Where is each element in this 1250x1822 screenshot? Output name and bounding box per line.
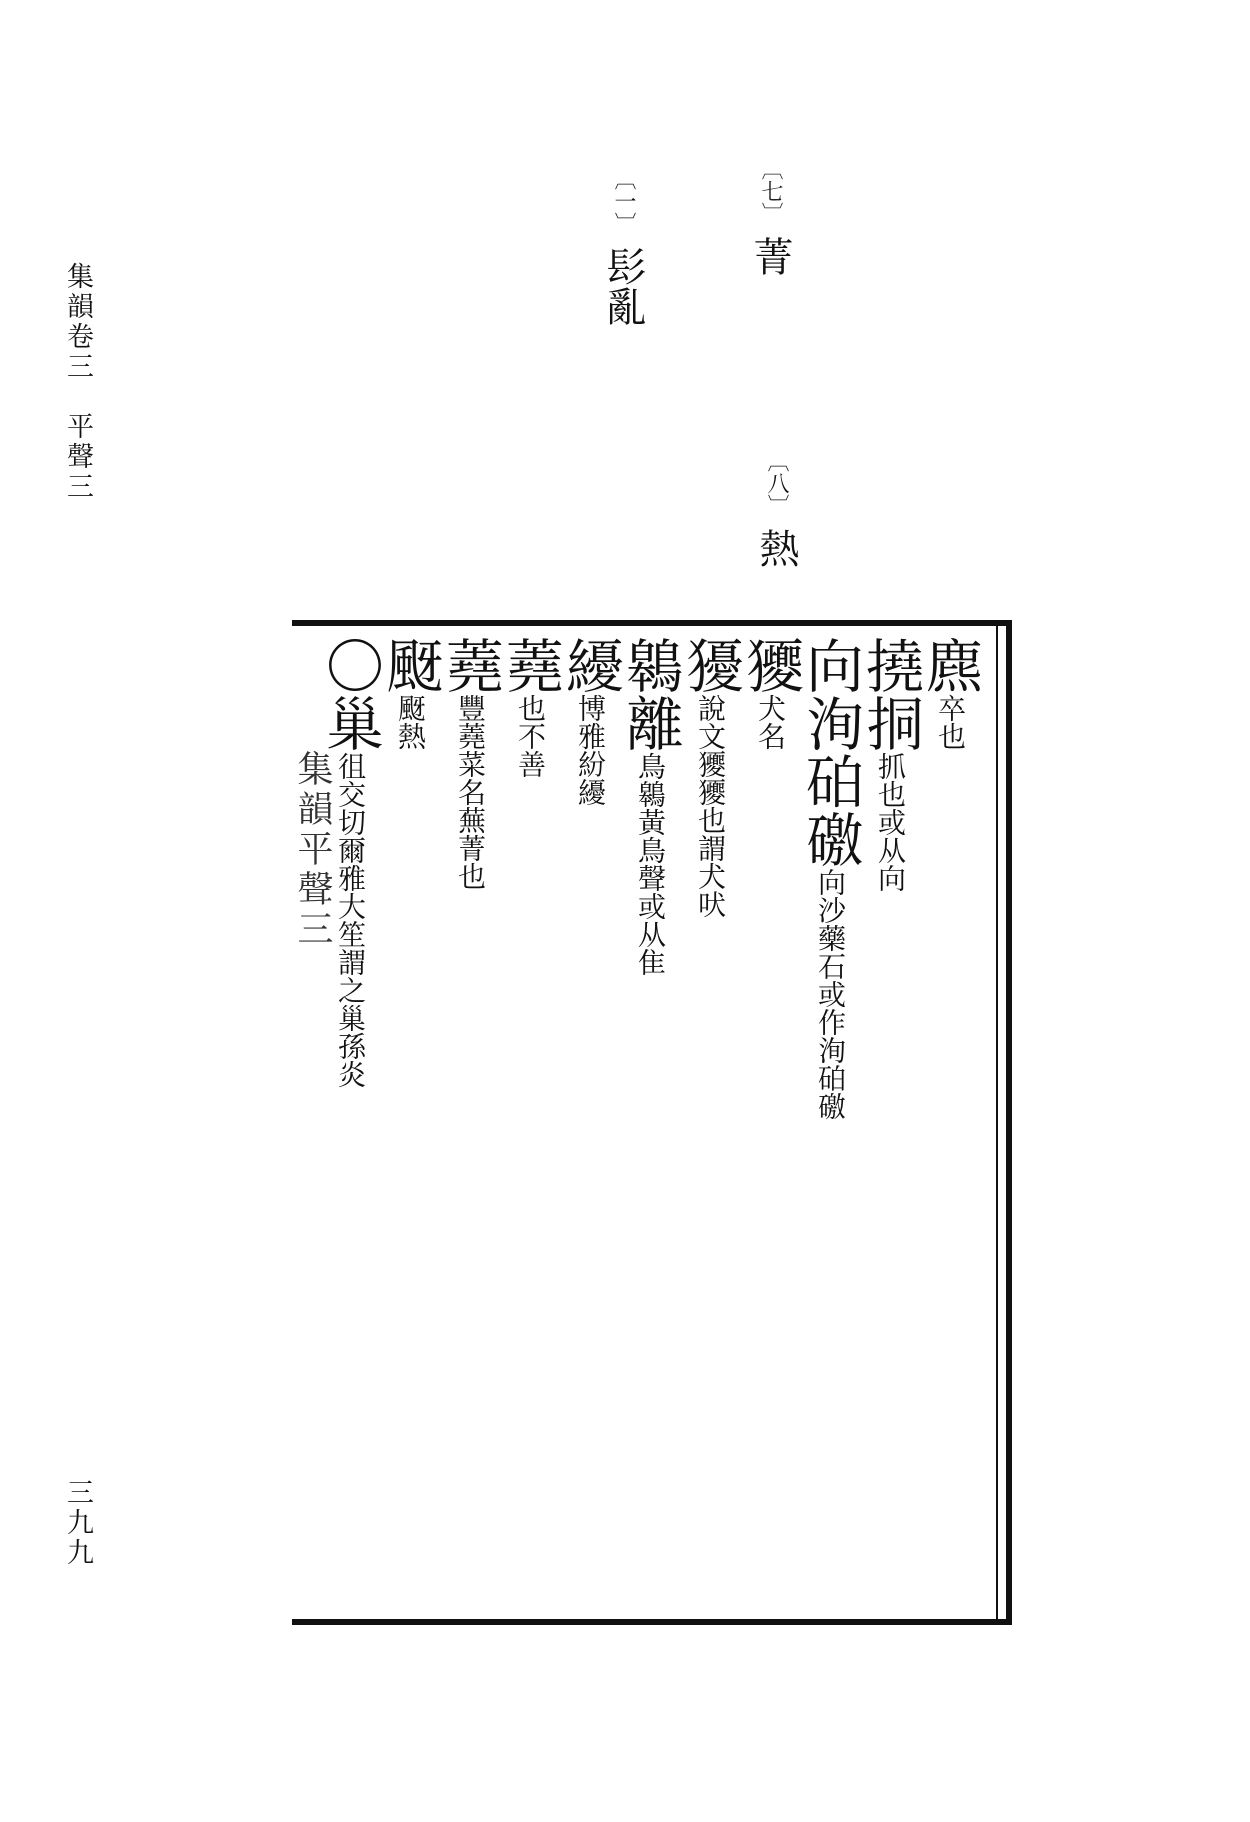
collation-note-8 bbox=[748, 450, 805, 568]
gloss: 徂交切爾雅大笙謂之巢孫炎 bbox=[334, 752, 367, 1088]
headword: 颬 bbox=[376, 636, 444, 694]
gloss: 卒也 bbox=[934, 694, 967, 750]
text-column bbox=[676, 636, 744, 1609]
gloss: 也不善 bbox=[514, 694, 547, 778]
gloss: 鳥鷎黃鳥聲或从隹 bbox=[634, 752, 667, 976]
text-column bbox=[436, 636, 504, 1609]
gloss: 博雅紛纋 bbox=[574, 694, 607, 806]
note-marker: 〔七〕 bbox=[758, 158, 783, 224]
headword: 蕘 bbox=[436, 636, 504, 694]
note-character: 髟亂 bbox=[600, 246, 646, 326]
gloss: 豐蕘菜名蕪菁也 bbox=[454, 694, 487, 890]
text-column bbox=[616, 636, 684, 1609]
headword: 獿 bbox=[736, 636, 804, 694]
headword: 向洵砶礉 bbox=[796, 636, 864, 868]
note-marker: 〔一〕 bbox=[611, 168, 636, 234]
text-column bbox=[316, 636, 384, 1609]
text-columns bbox=[292, 636, 984, 1609]
page-number: 三九九 bbox=[62, 1478, 93, 1568]
headword: 麃 bbox=[916, 636, 984, 694]
headword: 鷎離 bbox=[616, 636, 684, 752]
gloss: 颬熱 bbox=[394, 694, 427, 750]
text-column bbox=[556, 636, 624, 1609]
text-column bbox=[856, 636, 924, 1609]
headword: 〇巢 bbox=[316, 636, 384, 752]
gloss: 說文獿獿也謂犬吠 bbox=[694, 694, 727, 918]
headword: 蕘 bbox=[496, 636, 564, 694]
note-character: 熱 bbox=[753, 528, 799, 568]
collation-note-1 bbox=[595, 168, 652, 326]
note-character: 菁 bbox=[747, 236, 793, 276]
text-column bbox=[496, 636, 564, 1609]
gloss: 犬名 bbox=[754, 694, 787, 750]
headword: 撓挏 bbox=[856, 636, 924, 752]
running-title: 集韻卷三 平聲三 bbox=[62, 262, 93, 502]
collation-note-7 bbox=[742, 158, 799, 276]
gloss: 向沙藥石或作洵砶礉 bbox=[814, 868, 847, 1120]
gloss: 抓也或从向 bbox=[874, 752, 907, 892]
text-column bbox=[916, 636, 984, 1609]
headword: 獶 bbox=[676, 636, 744, 694]
text-column bbox=[376, 636, 444, 1609]
note-marker: 〔八〕 bbox=[764, 450, 789, 516]
fold-center-strip: 集韻平聲三 bbox=[292, 750, 333, 950]
text-column bbox=[736, 636, 804, 1609]
woodblock-text-frame bbox=[292, 620, 1012, 1625]
headword: 纋 bbox=[556, 636, 624, 694]
text-column bbox=[796, 636, 864, 1609]
